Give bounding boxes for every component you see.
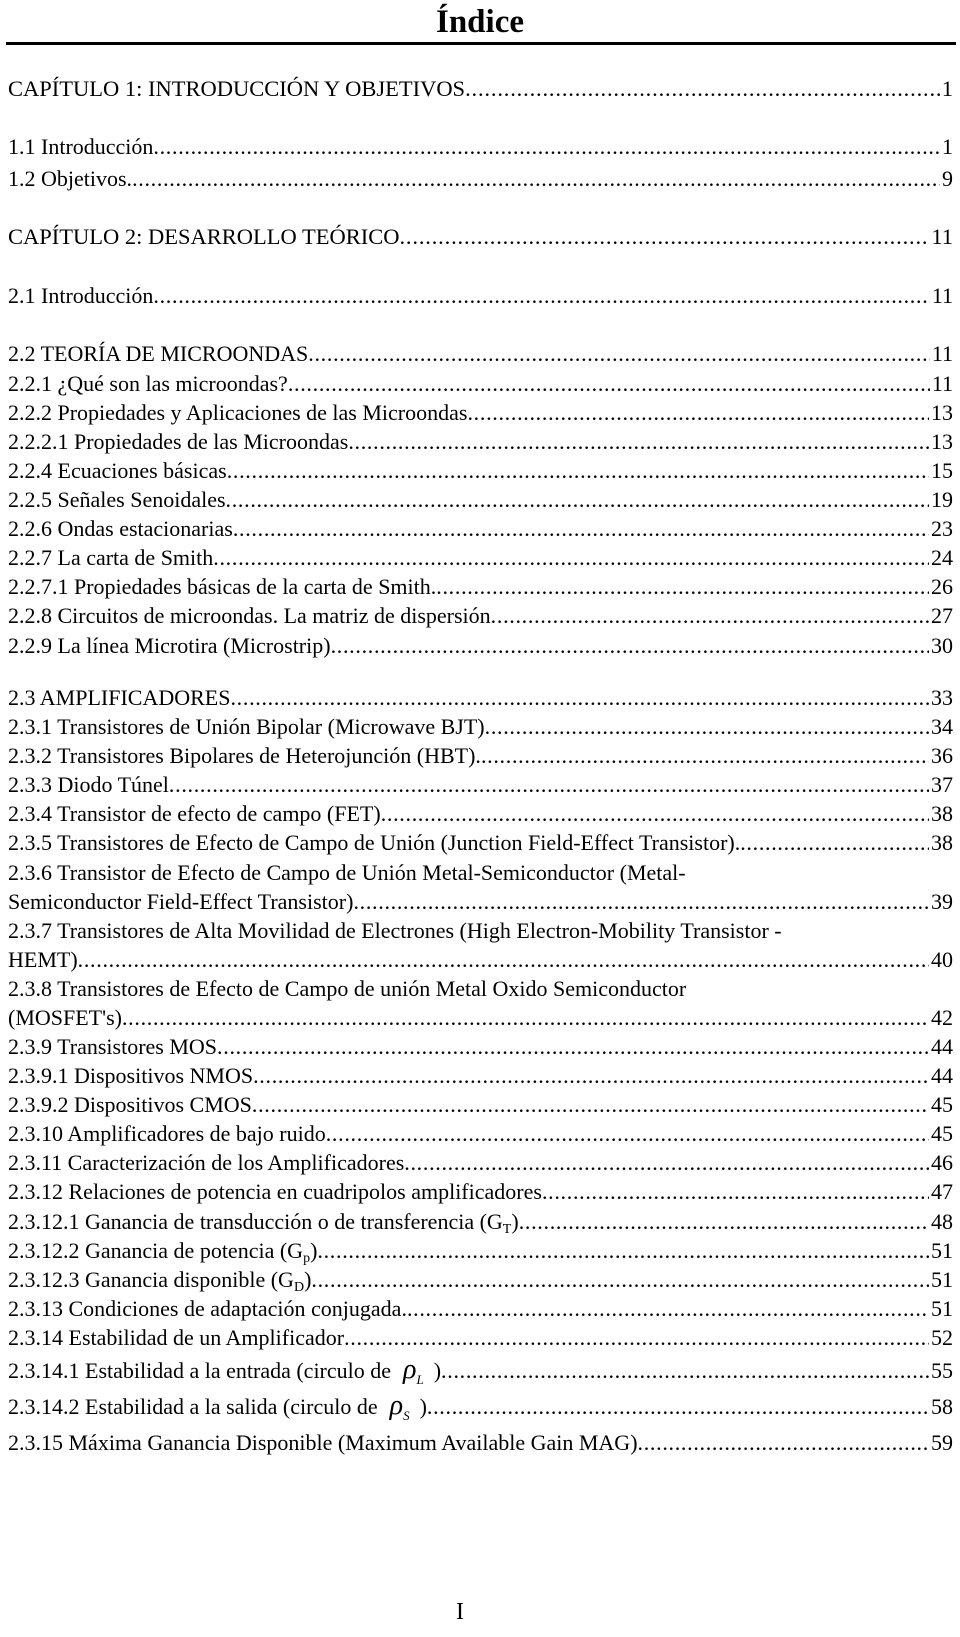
toc-entry[interactable] (8, 1032, 953, 1062)
toc-entry-label (8, 1236, 317, 1266)
toc-entry-label (8, 1265, 311, 1295)
toc-entry-page: 1 (942, 134, 953, 159)
toc-entry-page: 13 (931, 400, 953, 425)
label-text: 2.3.12.3 Ganancia disponible (G (8, 1267, 294, 1292)
rho-symbol: ρ (389, 1390, 404, 1421)
toc-entry[interactable] (8, 799, 953, 829)
subscript-text: D (293, 1280, 305, 1295)
toc-entry[interactable] (8, 398, 953, 428)
toc-entry-page: 37 (931, 772, 953, 797)
dot-leader (308, 339, 930, 369)
toc-entry-page: 52 (931, 1325, 953, 1350)
toc-entry-page: 1 (941, 76, 953, 101)
dot-leader (519, 1207, 929, 1237)
toc-entry-page: 24 (931, 545, 953, 570)
toc-entry-page: 11 (931, 371, 953, 396)
subscript-text: S (403, 1408, 410, 1423)
toc-entry-label (8, 1207, 519, 1237)
toc-entry-label: 2.3.4 Transistor de efecto de campo (FET) (8, 801, 381, 826)
toc-entry[interactable] (8, 1148, 953, 1178)
toc-entry-page: 9 (942, 166, 953, 191)
toc-entry-label: CAPÍTULO 1: INTRODUCCIÓN Y OBJETIVOS (8, 76, 466, 101)
toc-entry-label: 2.3.9.2 Dispositivos CMOS (8, 1092, 252, 1117)
toc-entry[interactable] (8, 1177, 953, 1207)
dot-leader (467, 398, 929, 428)
dot-leader (153, 281, 929, 311)
dot-leader (311, 1265, 929, 1295)
dot-leader (491, 601, 929, 631)
toc-entry[interactable] (8, 741, 953, 771)
toc-entry-label: 2.2.7.1 Propiedades básicas de la carta de Smith. (8, 574, 437, 599)
toc-entry-label: 2.3.2 Transistores Bipolares de Heterojunción (HBT). (8, 743, 481, 768)
dot-leader (344, 1323, 929, 1353)
dot-leader (213, 543, 929, 573)
toc-entry-label (8, 1389, 427, 1423)
title-rule (6, 42, 956, 45)
dot-leader (485, 712, 929, 742)
toc-entry-label: 2.2.7 La carta de Smith (8, 545, 214, 570)
label-text: 2.3.14.1 Estabilidad a la entrada (circulo de (8, 1358, 392, 1383)
toc-entry-label: 2.2.6 Ondas estacionarias (8, 516, 233, 541)
toc-entry[interactable] (8, 1061, 953, 1091)
dot-leader (169, 770, 929, 800)
dot-leader (132, 164, 940, 194)
toc-entry[interactable] (8, 683, 953, 713)
toc-entry-label: (MOSFET's) (8, 1005, 122, 1030)
toc-entry[interactable] (8, 1294, 953, 1324)
dot-leader (253, 1061, 929, 1091)
dot-leader (399, 222, 929, 252)
toc-entry-page: 23 (931, 516, 953, 541)
toc-entry-label: 2.3.9 Transistores MOS (8, 1034, 218, 1059)
toc-entry-label: 2.2.1 ¿Qué son las microondas? (8, 371, 288, 396)
toc-entry-first-line[interactable]: 2.3.8 Transistores de Efecto de Campo de unión Metal Oxido Semiconductor (8, 976, 687, 1001)
toc-entry-label: 2.3.11 Caracterización de los Amplificadores (8, 1150, 405, 1175)
rho-symbol: ρ (403, 1354, 417, 1385)
dot-leader (436, 572, 929, 602)
toc-entry-page: 44 (931, 1063, 953, 1088)
dot-leader (252, 1090, 929, 1120)
dot-leader (78, 945, 929, 975)
dot-leader (465, 74, 940, 104)
toc-entry[interactable] (8, 1003, 953, 1033)
toc-entry-page: 45 (931, 1121, 953, 1146)
toc-entry-label: 1.2 Objetivos. (8, 166, 133, 191)
toc-entry[interactable] (8, 945, 953, 975)
dot-leader (441, 1354, 929, 1387)
toc-entry-label: 1.1 Introducción (8, 134, 154, 159)
toc-entry-page: 42 (931, 1005, 953, 1030)
toc-entry-label: 2.2.4 Ecuaciones básicas (8, 458, 227, 483)
dot-leader (217, 1032, 929, 1062)
dot-leader (122, 1003, 929, 1033)
toc-entry-label: HEMT) (8, 947, 78, 972)
dot-leader (353, 887, 929, 917)
label-text-end: ) (310, 1238, 318, 1263)
toc-entry-page: 51 (931, 1267, 953, 1292)
toc-entry[interactable] (8, 887, 953, 917)
page-number-footer: I (456, 1599, 464, 1625)
toc-entry[interactable] (8, 1119, 953, 1149)
dot-leader (326, 1119, 929, 1149)
toc-entry[interactable] (8, 164, 953, 194)
subscript-text: L (416, 1372, 424, 1387)
toc-entry[interactable] (8, 828, 953, 858)
dot-leader (230, 683, 929, 713)
toc-entry-page: 55 (931, 1358, 953, 1383)
toc-entry-page: 26 (931, 574, 953, 599)
dot-leader (348, 427, 929, 457)
label-text: 2.3.12.2 Ganancia de potencia (G (8, 1238, 304, 1263)
toc-entry-page: 46 (931, 1150, 953, 1175)
toc-entry[interactable] (8, 712, 953, 742)
dot-leader (226, 485, 929, 515)
toc-entry[interactable] (8, 1389, 953, 1423)
dot-leader (233, 514, 929, 544)
toc-entry-label: 2.3.9.1 Dispositivos NMOS (8, 1063, 254, 1088)
toc-entry[interactable] (8, 339, 953, 369)
toc-entry[interactable] (8, 74, 953, 104)
toc-entry-page: 48 (931, 1209, 953, 1234)
toc-entry-page: 36 (931, 743, 953, 768)
toc-entry-page: 33 (931, 685, 953, 710)
toc-entry-page: 45 (931, 1092, 953, 1117)
toc-entry[interactable] (8, 132, 953, 162)
dot-leader (153, 132, 940, 162)
toc-entry-page: 11 (931, 341, 953, 366)
dot-leader (542, 1177, 929, 1207)
toc-entry-page: 51 (931, 1238, 953, 1263)
toc-entry[interactable] (8, 572, 953, 602)
toc-entry-page: 30 (931, 633, 953, 658)
dot-leader (407, 1294, 929, 1324)
toc-entry-page: 51 (931, 1296, 953, 1321)
toc-entry-label: 2.1 Introducción (8, 283, 154, 308)
toc-entry-label: 2.3 AMPLIFICADORES (8, 685, 231, 710)
index-title: Índice (435, 4, 524, 40)
toc-entry-page: 59 (931, 1430, 953, 1455)
toc-entry[interactable] (8, 1090, 953, 1120)
toc-entry-label: Semiconductor Field-Effect Transistor) (8, 889, 354, 914)
label-text: 2.3.12.1 Ganancia de transducción o de transferencia (G (8, 1209, 503, 1234)
toc-entry-first-line[interactable]: 2.3.7 Transistores de Alta Movilidad de Electrones (High Electron-Mobility Transistor - (8, 918, 782, 943)
toc-entry-label: 2.3.12 Relaciones de potencia en cuadripolos amplificadores (8, 1179, 542, 1204)
label-text: 2.3.14.2 Estabilidad a la salida (circulo de (8, 1394, 378, 1419)
dot-leader (638, 1428, 929, 1458)
toc-entry[interactable] (8, 427, 953, 457)
toc-entry[interactable] (8, 1428, 953, 1458)
toc-entry[interactable] (8, 1236, 953, 1266)
toc-entry-label: 2.3.14 Estabilidad de un Amplificador (8, 1325, 345, 1350)
toc-entry-first-line[interactable]: 2.3.6 Transistor de Efecto de Campo de Unión Metal-Semiconductor (Metal- (8, 860, 686, 885)
label-text-end: ) (304, 1267, 312, 1292)
toc-entry-page: 44 (931, 1034, 953, 1059)
toc-entry-label: 2.3.1 Transistores de Unión Bipolar (Microwave BJT) (8, 714, 485, 739)
toc-entry[interactable] (8, 485, 953, 515)
toc-entry-page: 19 (931, 487, 953, 512)
toc-entry[interactable] (8, 631, 953, 661)
toc-entry-page: 58 (931, 1394, 953, 1419)
toc-entry[interactable] (8, 369, 953, 399)
toc-entry-page: 47 (931, 1179, 953, 1204)
toc-entry-page: 38 (931, 801, 953, 826)
toc-entry[interactable] (8, 770, 953, 800)
toc-entry[interactable] (8, 601, 953, 631)
dot-leader (331, 631, 929, 661)
dot-leader (288, 369, 930, 399)
dot-leader (317, 1236, 929, 1266)
toc-entry[interactable] (8, 1323, 953, 1353)
toc-entry-label: 2.3.10 Amplificadores de bajo ruido (8, 1121, 326, 1146)
toc-entry-label: 2.2.8 Circuitos de microondas. La matriz de dispersión (8, 603, 491, 628)
toc-entry[interactable] (8, 456, 953, 486)
subscript-text: p (303, 1251, 311, 1266)
toc-entry-label: 2.3.3 Diodo Túnel (8, 772, 169, 797)
toc-entry-label: 2.3.5 Transistores de Efecto de Campo de Unión (Junction Field-Effect Transistor). (8, 830, 741, 855)
toc-entry-page: 15 (931, 458, 953, 483)
toc-entry[interactable] (8, 514, 953, 544)
toc-entry[interactable] (8, 1265, 953, 1295)
toc-entry-page: 13 (931, 429, 953, 454)
toc-entry-page: 40 (931, 947, 953, 972)
toc-entry-label: 2.2.5 Señales Senoidales (8, 487, 226, 512)
label-text-end: ) (419, 1394, 427, 1419)
toc-entry-label: 2.2.2 Propiedades y Aplicaciones de las Microondas (8, 400, 468, 425)
toc-entry-label: 2.2.9 La línea Microtira (Microstrip) (8, 633, 331, 658)
toc-entry-label: 2.2.2.1 Propiedades de las Microondas (8, 429, 349, 454)
toc-entry[interactable] (8, 222, 953, 252)
label-text-end: ) (433, 1358, 442, 1383)
toc-entry-page: 34 (931, 714, 953, 739)
toc-entry-label: 2.3.15 Máxima Ganancia Disponible (Maximum Available Gain MAG) (8, 1430, 638, 1455)
toc-entry-page: 27 (931, 603, 953, 628)
toc-entry-page: 11 (931, 224, 953, 249)
dot-leader (381, 799, 929, 829)
toc-entry-label: 2.2 TEORÍA DE MICROONDAS (8, 341, 309, 366)
dot-leader (481, 741, 929, 771)
toc-entry-page: 39 (931, 889, 953, 914)
label-text-end: ) (511, 1209, 519, 1234)
subscript-text: T (502, 1222, 512, 1237)
toc-entry-page: 11 (931, 283, 953, 308)
dot-leader (427, 1390, 929, 1423)
toc-entry[interactable] (8, 1353, 953, 1387)
dot-leader (404, 1148, 929, 1178)
dot-leader (227, 456, 929, 486)
toc-entry-label: CAPÍTULO 2: DESARROLLO TEÓRICO (8, 224, 400, 249)
toc-entry[interactable] (8, 543, 953, 573)
toc-entry[interactable] (8, 281, 953, 311)
dot-leader (740, 828, 929, 858)
toc-entry-label: 2.3.13 Condiciones de adaptación conjugada. (8, 1296, 407, 1321)
toc-entry[interactable] (8, 1207, 953, 1237)
toc-entry-page: 38 (931, 830, 953, 855)
toc-entry-label (8, 1353, 441, 1387)
